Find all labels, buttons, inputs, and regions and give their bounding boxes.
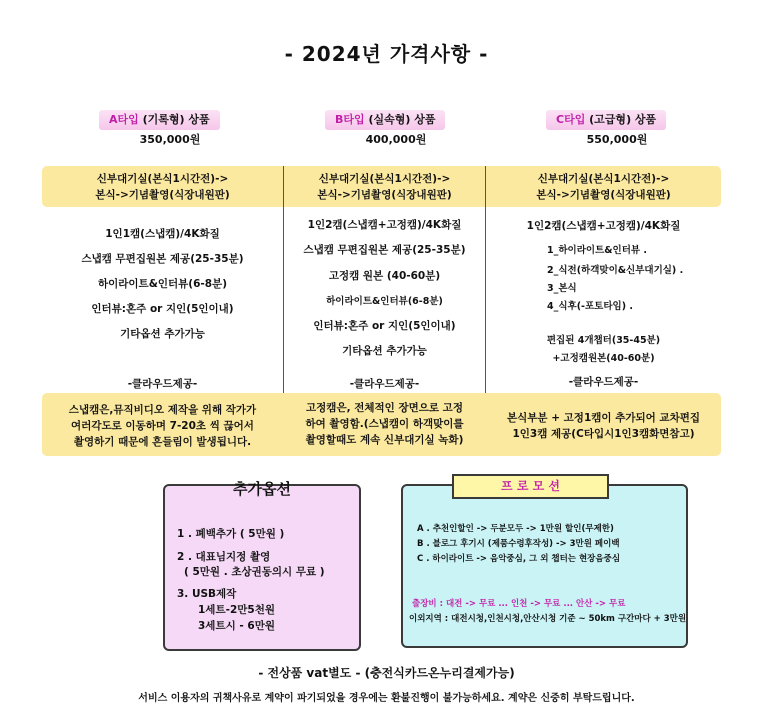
list-c-1: 1_하이라이트&인터뷰 .	[547, 245, 647, 256]
note-c-line2: 1인3캠 제공(C타입시1인3캠화면참고)	[512, 428, 695, 440]
list-c-4: 4_식후(-포토타임) .	[547, 301, 633, 312]
ceremony-b	[284, 171, 485, 203]
feature-a-4: 인터뷰:혼주 or 지인(5인이내)	[91, 303, 234, 315]
ceremony-c-line2: 본식->기념촬영(식장내원판)	[536, 189, 671, 201]
type-b-desc: (실속형) 상품	[364, 113, 436, 126]
type-a-label: A타입	[109, 113, 139, 126]
note-a-line1: 스냅캠은,뮤직비디오 제작을 위해 작가가	[68, 404, 257, 416]
feature-a-1: 1인1캠(스냅캠)/4K화질	[105, 228, 220, 240]
promotion-heading: 프 로 모 션	[452, 474, 609, 499]
feature-a-5: 기타옵션 추가가능	[120, 328, 205, 340]
option-1: 1 . 폐백추가 ( 5만원 )	[177, 528, 285, 540]
type-a-desc: (기록형) 상품	[138, 113, 210, 126]
type-c-desc: (고급형) 상품	[585, 113, 657, 126]
feature-b-4: 하이라이트&인터뷰(6-8분)	[326, 296, 443, 307]
cloud-b: -클라우드제공-	[349, 378, 420, 390]
type-c-pill	[546, 110, 666, 130]
type-c-price: 550,000원	[586, 133, 648, 146]
feature-a-3: 하이라이트&인터뷰(6-8분)	[97, 278, 227, 290]
footer-notice: 서비스 이용자의 귀책사유로 계약이 파기되었을 경우에는 환불진행이 불가능하세요. 계약은 신중히 부탁드립니다.	[138, 693, 635, 704]
type-c-label: C타입	[556, 113, 586, 126]
option-3-set1: 1세트-2만5천원	[198, 604, 275, 616]
ceremony-a-line1: 신부대기실(본식1시간전)->	[96, 173, 229, 185]
extra-c-1: 편집된 4개챕터(35-45분)	[546, 335, 661, 346]
feature-a-2: 스냅캠 무편집원본 제공(25-35분)	[81, 253, 244, 265]
cloud-c: -클라우드제공-	[568, 376, 639, 388]
type-b-price: 400,000원	[365, 133, 427, 146]
extra-c-2: +고정캠원본(40-60분)	[552, 353, 655, 364]
feature-c-1: 1인2캠(스냅캠+고정캠)/4K화질	[526, 220, 681, 232]
note-a	[42, 402, 283, 450]
ceremony-b-line2: 본식->기념촬영(식장내원판)	[317, 189, 452, 201]
feature-b-1: 1인2캠(스냅캠+고정캠)/4K화질	[307, 219, 462, 231]
promo-travel-fee: 출장비 : 대전 -> 무료 ... 인천 -> 무료 ... 안산 -> 무료	[412, 599, 626, 609]
feature-b-6: 기타옵션 추가가능	[342, 345, 427, 357]
list-c-3: 3_본식	[547, 283, 577, 294]
list-c-2: 2_식전(하객맞이&신부대기실) .	[547, 265, 684, 276]
promo-region-fee: 이외지역 : 대전시청,인천시청,안산시청 기준 ~ 50km 구간마다 + 3만원	[409, 614, 687, 624]
promo-a: A . 추천인할인 -> 두분모두 -> 1만원 할인(무제한)	[417, 524, 614, 534]
option-2-detail: ( 5만원 . 초상권동의시 무료 )	[184, 566, 325, 578]
ceremony-b-line1: 신부대기실(본식1시간전)->	[318, 173, 451, 185]
ceremony-a	[42, 171, 283, 203]
cloud-a: -클라우드제공-	[127, 378, 198, 390]
note-b-line3: 촬영할때도 계속 신부대기실 녹화)	[305, 434, 464, 446]
option-3-set3: 3세트시 - 6만원	[198, 620, 275, 632]
footer-vat: - 전상품 vat별도 - (충전식카드온누리결제가능)	[258, 666, 515, 680]
note-a-line3: 촬영하기 때문에 흔들림이 발생됩니다.	[73, 436, 252, 448]
feature-b-2: 스냅캠 무편집원본 제공(25-35분)	[303, 244, 466, 256]
type-a-price: 350,000원	[139, 133, 201, 146]
note-b-line1: 고정캠은, 전체적인 장면으로 고정	[306, 402, 463, 414]
ceremony-c-line1: 신부대기실(본식1시간전)->	[537, 173, 670, 185]
feature-b-5: 인터뷰:혼주 or 지인(5인이내)	[313, 320, 456, 332]
promo-b: B . 블로그 후기시 (제품수령후작성) -> 3만원 페이백	[417, 539, 620, 549]
note-a-line2: 여러각도로 이동하며 7-20초 씩 끊어서	[71, 420, 254, 432]
ceremony-c	[486, 171, 721, 203]
promo-c: C . 하이라이트 -> 음악중심, 그 외 챕터는 현장음중심	[417, 554, 621, 564]
type-b-pill	[325, 110, 445, 130]
option-3: 3. USB제작	[177, 588, 237, 600]
note-c	[486, 410, 721, 442]
page-title: - 2024년 가격사항 -	[284, 42, 489, 66]
feature-b-3: 고정캠 원본 (40-60분)	[328, 270, 441, 282]
note-c-line1: 본식부분 + 고정1캠이 추가되어 교차편집	[506, 412, 700, 424]
note-b	[284, 400, 485, 448]
note-b-line2: 하여 촬영함.(스냅캠이 하객맞이를	[305, 418, 464, 430]
type-b-label: B타입	[335, 113, 365, 126]
ceremony-a-line2: 본식->기념촬영(식장내원판)	[95, 189, 230, 201]
type-a-pill	[99, 110, 220, 130]
options-heading: 추가옵션	[233, 480, 291, 498]
option-2: 2 . 대표님지정 촬영	[177, 551, 271, 563]
